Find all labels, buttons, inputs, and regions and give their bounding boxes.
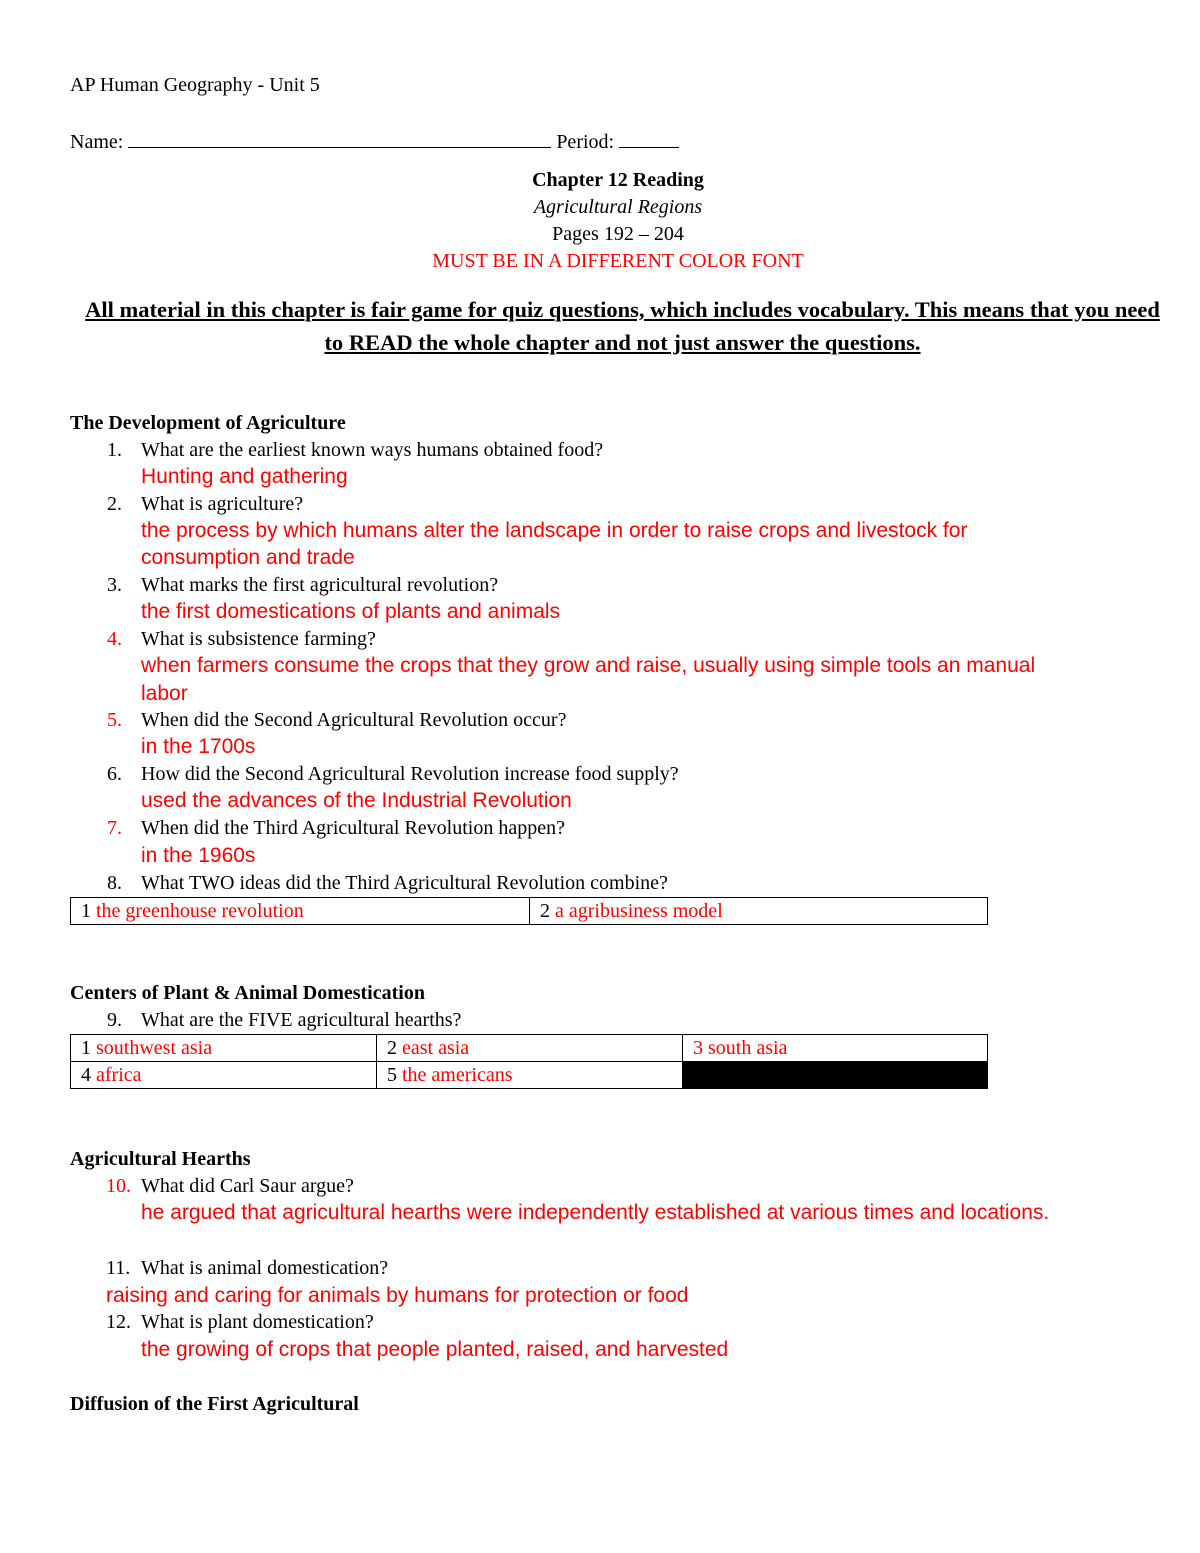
warning-emphasis: READ [348,330,413,355]
question-number: 2. [107,493,122,515]
question-number: 11. [106,1257,131,1279]
question-text: What are the FIVE agricultural hearths? [141,1009,462,1031]
blacked-out-cell [683,1062,988,1089]
question-text: What TWO ideas did the Third Agricultural Revolution combine? [141,872,668,894]
question-number: 5. [107,709,122,731]
answer-text: when farmers consume the crops that they grow and raise, usually using simple tools an manual [141,654,1036,677]
period-field[interactable] [619,129,679,148]
section-title: Agricultural Hearths [70,1148,251,1170]
table-row [71,1035,988,1062]
question-text: What is animal domestication? [141,1257,389,1279]
question-number: 7. [107,817,122,839]
answer-text: consumption and trade [141,546,355,569]
cell-number: 3 [693,1036,703,1059]
question-number: 12. [106,1311,131,1333]
color-notice: MUST BE IN A DIFFERENT COLOR FONT [432,250,804,272]
cell-number: 2 [387,1036,397,1059]
cell-number: 2 [540,899,550,922]
cell-answer: a agribusiness model [555,899,723,922]
question-text: How did the Second Agricultural Revolution increase food supply? [141,763,679,785]
cell-number: 5 [387,1063,397,1086]
answer-text: raising and caring for animals by humans for protection or food [106,1284,689,1307]
revolution-ideas-table [70,897,988,925]
answer-text: used the advances of the Industrial Revolution [141,789,572,812]
question-text: When did the Second Agricultural Revolution occur? [141,709,567,731]
question-number: 6. [107,763,122,785]
question-text: What did Carl Saur argue? [141,1175,354,1197]
answer-text: in the 1960s [141,844,256,867]
cell-number: 4 [81,1063,91,1086]
cell-number: 1 [81,1036,91,1059]
page-range: Pages 192 – 204 [552,223,684,245]
table-cell [530,898,988,925]
chapter-subtitle: Agricultural Regions [533,196,703,218]
cell-answer: the greenhouse revolution [96,899,304,922]
warning-part1: All material in this chapter is fair game for quiz questions, which includes vocabulary. This means that you need to [85,297,1160,355]
table-cell [377,1035,683,1062]
warning-part2: the whole chapter and not just answer the questions. [412,330,921,355]
table-cell [71,898,530,925]
cell-answer: the americans [402,1063,513,1086]
table-cell [71,1062,377,1089]
name-field[interactable] [128,129,551,148]
answer-text: in the 1700s [141,735,256,758]
course-title: AP Human Geography - Unit 5 [70,74,320,96]
period-label: Period: [556,131,615,153]
question-text: What marks the first agricultural revolution? [141,574,499,596]
table-row [71,1062,988,1089]
cell-number: 1 [81,899,91,922]
cell-answer: southwest asia [96,1036,213,1059]
answer-text: he argued that agricultural hearths were independently established at various times and locations. [141,1201,1050,1224]
answer-text: the process by which humans alter the landscape in order to raise crops and livestock for [141,519,968,542]
question-number: 9. [107,1009,122,1031]
question-number: 8. [107,872,122,894]
table-cell [71,1035,377,1062]
question-text: When did the Third Agricultural Revolution happen? [141,817,565,839]
hearths-table [70,1034,988,1089]
question-number: 3. [107,574,122,596]
name-line [70,129,679,154]
section-title: The Development of Agriculture [70,412,346,434]
question-number: 1. [107,439,122,461]
answer-text: the first domestications of plants and animals [141,600,561,623]
answer-text: the growing of crops that people planted, raised, and harvested [141,1338,729,1361]
question-number: 10. [106,1175,131,1197]
chapter-title: Chapter 12 Reading [532,169,704,191]
warning-notice [75,293,1170,359]
question-text: What is subsistence farming? [141,628,376,650]
cell-answer: east asia [402,1036,470,1059]
question-text: What are the earliest known ways humans obtained food? [141,439,604,461]
question-text: What is plant domestication? [141,1311,374,1333]
answer-text: Hunting and gathering [141,465,348,488]
cell-answer: africa [96,1063,142,1086]
cell-answer: south asia [708,1036,788,1059]
question-number: 4. [107,628,122,650]
table-row [71,898,988,925]
question-text: What is agriculture? [141,493,304,515]
section-title: Diffusion of the First Agricultural [70,1393,359,1415]
table-cell [683,1035,988,1062]
section-title: Centers of Plant & Animal Domestication [70,982,425,1004]
answer-text: labor [141,682,188,705]
table-cell [377,1062,683,1089]
name-label: Name: [70,131,124,153]
